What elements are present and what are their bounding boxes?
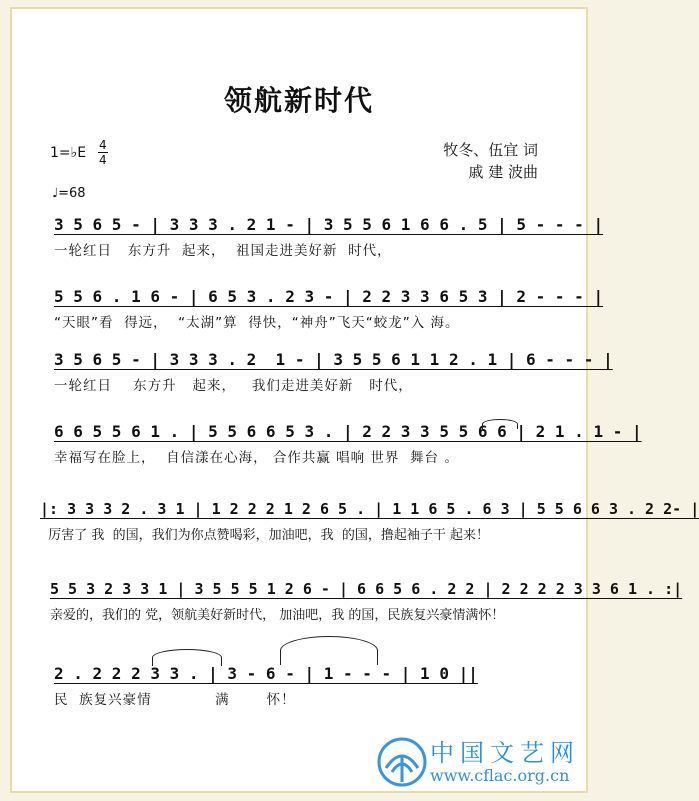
lyricist-credit: 牧冬、伍宜 词 <box>443 141 538 159</box>
notes-line-4: 6 6 5 5 6 1 . | 5 5 6 6 5 3 . | 2 2 3 3 5 5 6 6 | 2 1 . 1 - | <box>54 422 642 441</box>
slur-line-4 <box>482 419 518 429</box>
score-line-7 <box>54 664 564 708</box>
score-line-1 <box>54 215 604 259</box>
lyrics-line-4: 幸福写在脸上， 自信漾在心海， 合作共赢 唱响 世界 舞台 。 <box>54 450 459 466</box>
lyrics-line-3: 一轮红日 东方升 起来， 我们走进美好新 时代， <box>54 378 413 394</box>
lyrics-line-1: 一轮红日 东方升 起来， 祖国走进美好新 时代， <box>54 243 392 259</box>
slur-line-7a <box>152 649 222 666</box>
lyrics-line-6: 亲爱的，我们的 党，领航美好新时代， 加油吧，我 的国，民族复兴豪情满怀！ <box>50 608 505 623</box>
notes-line-7: 2 . 2 2 2 3 3 . | 3 - 6 - | 1 - - - | 1 0 || <box>54 664 478 683</box>
composer-credit: 戚 建 波曲 <box>468 163 538 181</box>
notes-line-5: |: 3 3 3 2 . 3 1 | 1 2 2 2 1 2 6 5 . | 1 1 6 5 . 6 3 | 5 5 6 6 3 . 2 2- | <box>40 500 699 518</box>
lyrics-line-7: 民 族复兴豪情 满 怀！ <box>54 692 296 708</box>
notes-line-6: 5 5 3 2 3 3 1 | 3 5 5 5 1 2 6 - | 6 6 5 6 . 2 2 | 2 2 2 2 3 3 6 1 . :| <box>50 580 683 598</box>
watermark-site-name: 中国文艺网 <box>430 739 580 767</box>
lyrics-line-2: “天眼”看 得远， “太湖”算 得快，“神舟”飞天“蛟龙”入 海。 <box>54 315 460 331</box>
notes-line-1: 3 5 6 5 - | 3 3 3 . 2 1 - | 3 5 5 6 1 6 6 . 5 | 5 - - - | <box>54 215 604 234</box>
watermark-site-url: www.cflac.org.cn <box>430 766 570 785</box>
notes-line-3: 3 5 6 5 - | 3 3 3 . 2 1 - | 3 5 5 6 1 1 2 . 1 | 6 - - - | <box>54 350 613 369</box>
tempo-marking: ♩=68 <box>52 186 86 201</box>
meter-bottom: 4 <box>99 153 107 167</box>
score-line-6 <box>50 580 683 623</box>
score-line-2 <box>54 287 604 331</box>
slur-line-7b <box>280 636 378 665</box>
notes-line-2: 5 5 6 . 1 6 - | 6 5 3 . 2 3 - | 2 2 3 3 6 5 3 | 2 - - - | <box>54 287 604 306</box>
meter-top: 4 <box>99 138 107 152</box>
score-sheet <box>10 7 699 793</box>
song-title: 领航新时代 <box>223 84 374 117</box>
key-signature: 1=♭E <box>50 145 87 161</box>
lyrics-line-5: 厉害了 我 的国，我们为你点赞喝彩，加油吧，我 的国，撸起袖子干 起来！ <box>40 528 490 543</box>
score-line-3 <box>54 350 613 394</box>
score-line-5 <box>40 500 699 543</box>
time-signature <box>98 138 108 167</box>
cflac-logo-icon <box>376 736 428 788</box>
